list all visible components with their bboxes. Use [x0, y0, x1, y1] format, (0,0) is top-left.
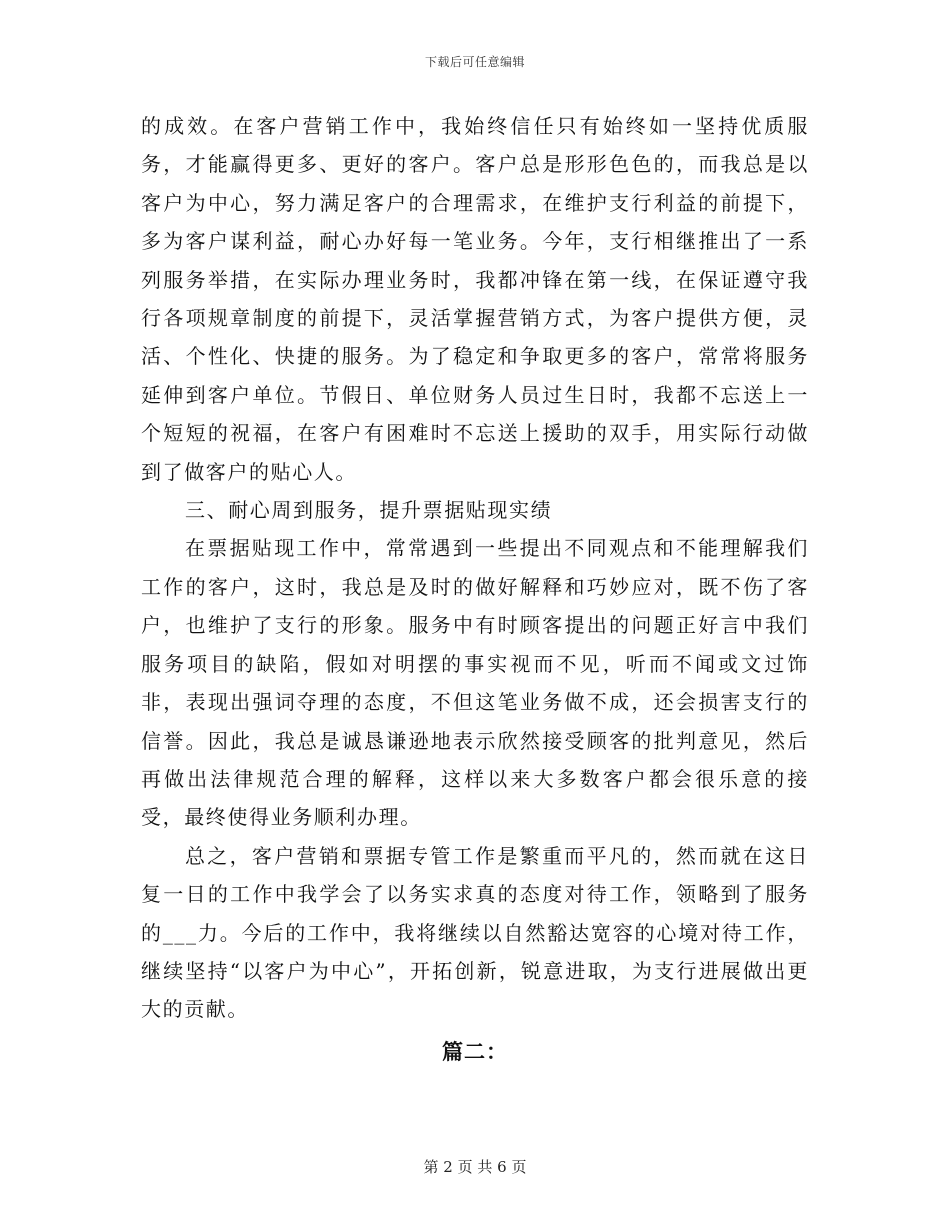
page-number: 第 2 页 共 6 页: [423, 1158, 527, 1176]
document-body: [141, 107, 809, 1071]
section-heading-3: 三、耐心周到服务，提升票据贴现实绩: [185, 498, 553, 523]
section-title: 篇二：: [442, 1038, 508, 1064]
page-header-note: 下载后可任意编辑: [424, 55, 525, 69]
paragraph-3: 总之，客户营销和票据专管工作是繁重而平凡的，然而就在这日复一日的工作中我学会了以务实求真的态度对待工作，领略到了服务的___力。今后的工作中，我将继续以自然豁达宽容的心境对待工作，继续坚持“以客户为中心”，开拓创新，锐意进取，为支行进展做出更大的贡献。: [141, 843, 809, 1022]
paragraph-2: 在票据贴现工作中，常常遇到一些提出不同观点和不能理解我们工作的客户，这时，我总是及时的做好解释和巧妙应对，既不伤了客户，也维护了支行的形象。服务中有时顾客提出的问题正好言中我们服务项目的缺陷，假如对明摆的事实视而不见，听而不闻或文过饰非，表现出强词夺理的态度，不但这笔业务做不成，还会损害支行的信誉。因此，我总是诚恳谦逊地表示欣然接受顾客的批判意见，然后再做出法律规范合理的解释，这样以来大多数客户都会很乐意的接受，最终使得业务顺利办理。: [141, 536, 809, 830]
paragraph-1: 的成效。在客户营销工作中，我始终信任只有始终如一坚持优质服务，才能赢得更多、更好的客户。客户总是形形色色的，而我总是以客户为中心，努力满足客户的合理需求，在维护支行利益的前提下，多为客户谋利益，耐心办好每一笔业务。今年，支行相继推出了一系列服务举措，在实际办理业务时，我都冲锋在第一线，在保证遵守我行各项规章制度的前提下，灵活掌握营销方式，为客户提供方便，灵活、个性化、快捷的服务。为了稳定和争取更多的客户，常常将服务延伸到客户单位。节假日、单位财务人员过生日时，我都不忘送上一个短短的祝福，在客户有困难时不忘送上援助的双手，用实际行动做到了做客户的贴心人。: [141, 114, 809, 484]
